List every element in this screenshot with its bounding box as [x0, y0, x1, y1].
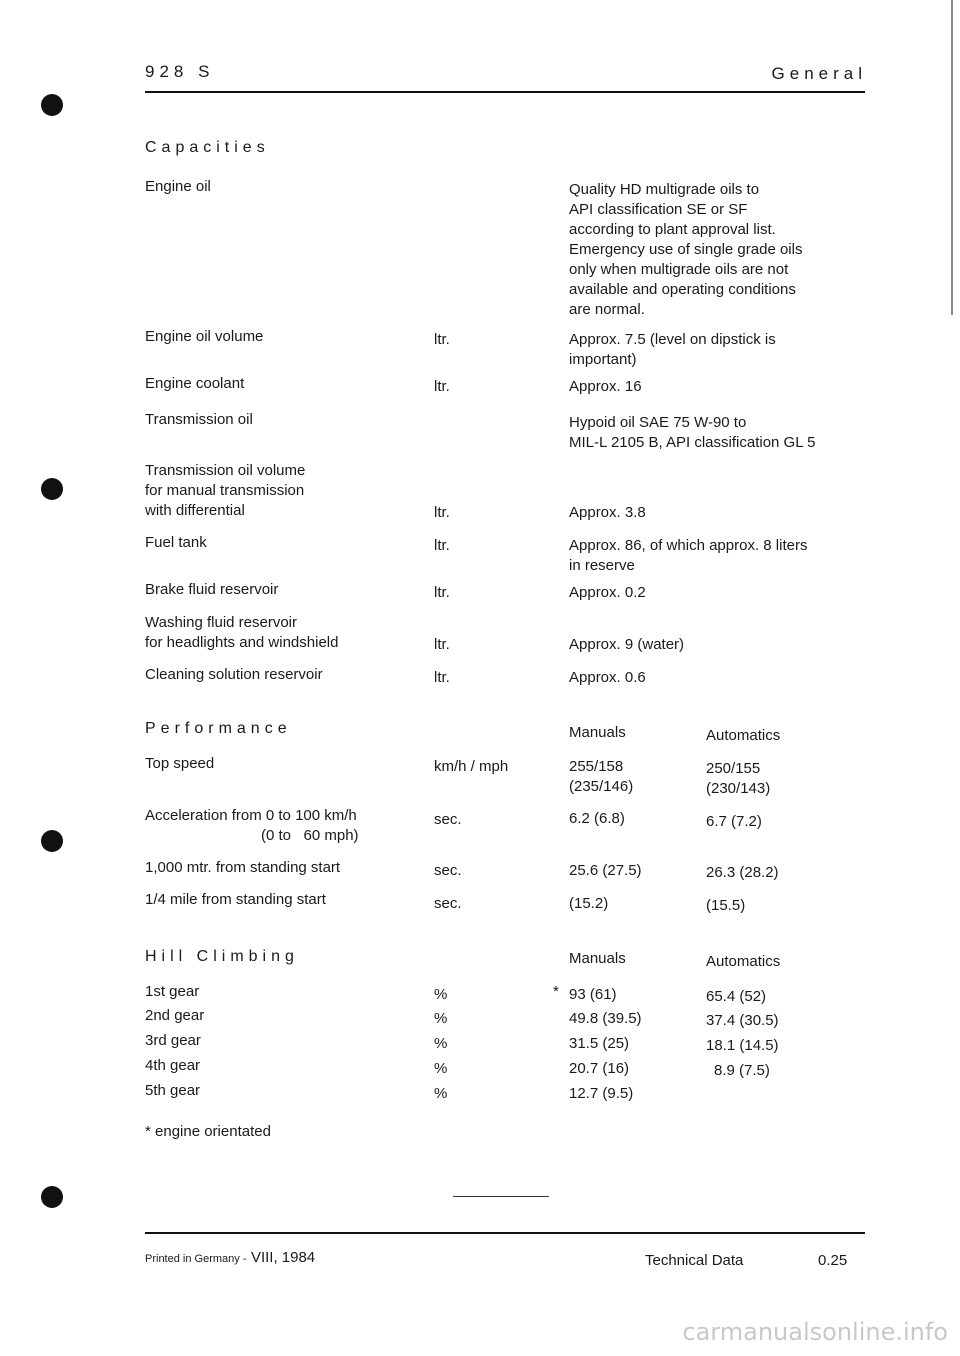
gear-manual: 31.5 (25) [569, 1035, 630, 1052]
hill-manuals-header: Manuals [569, 950, 626, 967]
performance-automatics-header: Automatics [706, 727, 781, 744]
engine-coolant-value: Approx. 16 [569, 378, 642, 395]
washing-fluid-unit: ltr. [434, 636, 450, 653]
washing-fluid-value: Approx. 9 (water) [569, 636, 685, 653]
engine-oil-volume-label: Engine oil volume [145, 328, 264, 345]
footer-rule [145, 1232, 865, 1234]
cleaning-solution-unit: ltr. [434, 669, 450, 686]
performance-heading: Performance [145, 720, 292, 737]
engine-oil-spec: Quality HD multigrade oils to API classification SE or SF according to plant approval list. Emergency use of single grade oils only when multigrade oils are not available and operating conditions are normal. [569, 181, 803, 318]
transmission-oil-label: Transmission oil [145, 411, 253, 428]
engine-oil-volume-unit: ltr. [434, 331, 450, 348]
washing-fluid-label: Washing fluid reservoir for headlights and windshield [145, 614, 339, 651]
page-number: 0.25 [818, 1252, 848, 1269]
hill-climbing-heading: Hill Climbing [145, 948, 299, 965]
gear-unit: % [434, 986, 448, 1003]
transmission-oil-value: Hypoid oil SAE 75 W-90 to MIL-L 2105 B, API classification GL 5 [569, 414, 816, 451]
gear-label: 3rd gear [145, 1032, 201, 1049]
separator-line [453, 1196, 549, 1197]
gear-manual: 49.8 (39.5) [569, 1010, 642, 1027]
gear-auto: 65.4 (52) [706, 988, 767, 1005]
top-speed-auto: 250/155 (230/143) [706, 760, 771, 797]
gear-auto: 18.1 (14.5) [706, 1037, 779, 1054]
engine-oil-volume-value: Approx. 7.5 (level on dipstick is important) [569, 331, 776, 368]
fuel-tank-label: Fuel tank [145, 534, 207, 551]
watermark: carmanualsonline.info [682, 1318, 948, 1346]
acceleration-label-line1: Acceleration from 0 to 100 km/h [145, 807, 357, 824]
engine-oil-label: Engine oil [145, 178, 211, 195]
gear-unit: % [434, 1085, 448, 1102]
brake-fluid-label: Brake fluid reservoir [145, 581, 279, 598]
top-speed-unit: km/h / mph [434, 758, 509, 775]
footnote: * engine orientated [145, 1123, 271, 1140]
model-title: 928 S [145, 62, 215, 81]
km-start-unit: sec. [434, 862, 462, 879]
gear-auto: 37.4 (30.5) [706, 1012, 779, 1029]
punch-hole [41, 830, 63, 852]
capacities-heading: Capacities [145, 139, 270, 156]
gear-manual: 93 (61) [569, 986, 617, 1003]
km-start-auto: 26.3 (28.2) [706, 864, 779, 881]
header-rule [145, 91, 865, 93]
punch-hole [41, 1186, 63, 1208]
hill-automatics-header: Automatics [706, 953, 781, 970]
mile-start-auto: (15.5) [706, 897, 746, 914]
transmission-oil-volume-label: Transmission oil volume for manual transmission with differential [145, 462, 306, 519]
mile-start-manual: (15.2) [569, 895, 609, 912]
km-start-manual: 25.6 (27.5) [569, 862, 642, 879]
fuel-tank-unit: ltr. [434, 537, 450, 554]
gear-unit: % [434, 1010, 448, 1027]
mile-start-label: 1/4 mile from standing start [145, 891, 326, 908]
page-edge [951, 0, 953, 315]
top-speed-manual: 255/158 (235/146) [569, 758, 634, 795]
brake-fluid-value: Approx. 0.2 [569, 584, 646, 601]
footer-printed: Printed in Germany - VIII, 1984 [145, 1249, 316, 1266]
gear-unit: % [434, 1035, 448, 1052]
gear-manual: 20.7 (16) [569, 1060, 630, 1077]
brake-fluid-unit: ltr. [434, 584, 450, 601]
gear-label: 4th gear [145, 1057, 201, 1074]
gear-label: 1st gear [145, 983, 200, 1000]
gear-auto: 8.9 (7.5) [714, 1062, 770, 1079]
acceleration-auto: 6.7 (7.2) [706, 813, 762, 830]
gear-label: 2nd gear [145, 1007, 205, 1024]
transmission-oil-volume-unit: ltr. [434, 504, 450, 521]
section-title: General [771, 64, 867, 83]
acceleration-manual: 6.2 (6.8) [569, 810, 625, 827]
punch-hole [41, 478, 63, 500]
gear-unit: % [434, 1060, 448, 1077]
top-speed-label: Top speed [145, 755, 215, 772]
km-start-label: 1,000 mtr. from standing start [145, 859, 341, 876]
performance-manuals-header: Manuals [569, 724, 626, 741]
cleaning-solution-value: Approx. 0.6 [569, 669, 646, 686]
punch-hole [41, 94, 63, 116]
footnote-marker: * [553, 983, 559, 1000]
footer-date: VIII, 1984 [250, 1249, 316, 1266]
cleaning-solution-label: Cleaning solution reservoir [145, 666, 323, 683]
acceleration-unit: sec. [434, 811, 462, 828]
footer-title: Technical Data [645, 1252, 744, 1269]
engine-coolant-label: Engine coolant [145, 375, 245, 392]
mile-start-unit: sec. [434, 895, 462, 912]
fuel-tank-value: Approx. 86, of which approx. 8 liters in reserve [569, 537, 808, 574]
engine-coolant-unit: ltr. [434, 378, 450, 395]
gear-label: 5th gear [145, 1082, 201, 1099]
gear-manual: 12.7 (9.5) [569, 1085, 634, 1102]
transmission-oil-volume-value: Approx. 3.8 [569, 504, 646, 521]
acceleration-label-line2: (0 to 60 mph) [261, 827, 359, 844]
